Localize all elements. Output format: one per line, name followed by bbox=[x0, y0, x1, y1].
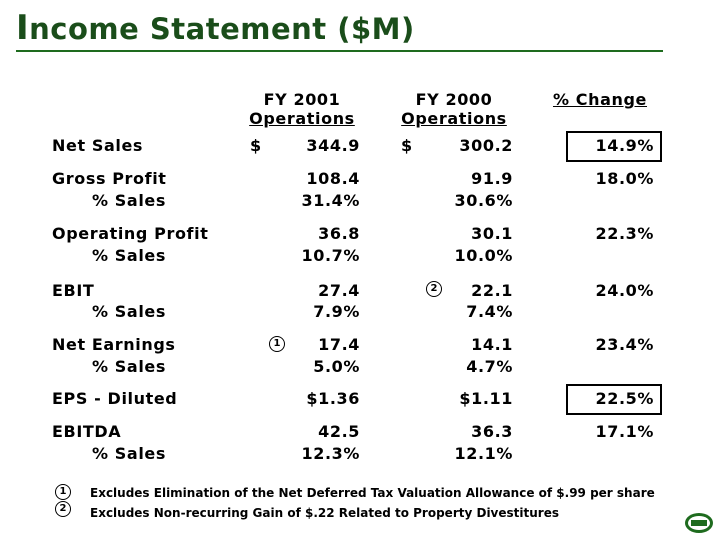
ebit-pct-label: % Sales bbox=[92, 302, 166, 321]
gross-profit-change: 18.0% bbox=[595, 169, 654, 188]
net-sales-label: Net Sales bbox=[52, 136, 144, 155]
gross-profit-label: Gross Profit bbox=[52, 169, 167, 188]
ebitda-fy2000: 36.3 bbox=[471, 422, 513, 441]
footnote-1-mark: 1 bbox=[55, 484, 71, 500]
gross-profit-fy2001: 108.4 bbox=[306, 169, 360, 188]
operating-profit-fy2000: 30.1 bbox=[471, 224, 513, 243]
header-fy2001 bbox=[236, 90, 368, 128]
ebit-change: 24.0% bbox=[595, 281, 654, 300]
header-fy2000-line1: FY 2000 bbox=[415, 90, 493, 109]
ebit-pct-fy2001: 7.9% bbox=[313, 302, 360, 321]
footnote-2-text: Excludes Non-recurring Gain of $.22 Related to Property Divestitures bbox=[90, 506, 559, 520]
header-change bbox=[538, 90, 662, 109]
operating-pct-fy2000: 10.0% bbox=[454, 246, 513, 265]
operating-pct-label: % Sales bbox=[92, 246, 166, 265]
net-sales-change: 14.9% bbox=[595, 136, 654, 155]
net-pct-label: % Sales bbox=[92, 357, 166, 376]
title-rule bbox=[16, 50, 663, 52]
page-title bbox=[16, 8, 415, 48]
ebitda-change: 17.1% bbox=[595, 422, 654, 441]
net-earnings-change: 23.4% bbox=[595, 335, 654, 354]
footnote-1-marker: 1 bbox=[269, 336, 285, 352]
ebitda-pct-fy2001: 12.3% bbox=[301, 444, 360, 463]
ebitda-fy2001: 42.5 bbox=[318, 422, 360, 441]
ebitda-label: EBITDA bbox=[52, 422, 122, 441]
header-change-line2: % Change bbox=[552, 90, 648, 109]
header-fy2001-line1: FY 2001 bbox=[263, 90, 341, 109]
net-sales-fy2001-sign: $ bbox=[250, 136, 262, 155]
net-sales-fy2001: 344.9 bbox=[306, 136, 360, 155]
net-earnings-fy2001: 17.4 bbox=[318, 335, 360, 354]
eps-fy2000: $1.11 bbox=[459, 389, 513, 408]
net-earnings-fy2000: 14.1 bbox=[471, 335, 513, 354]
footnote-2-marker: 2 bbox=[426, 281, 442, 297]
gross-profit-fy2000: 91.9 bbox=[471, 169, 513, 188]
net-pct-fy2000: 4.7% bbox=[466, 357, 513, 376]
net-sales-fy2000: 300.2 bbox=[459, 136, 513, 155]
net-sales-fy2000-sign: $ bbox=[401, 136, 413, 155]
ebit-fy2000: 22.1 bbox=[471, 281, 513, 300]
ebitda-pct-label: % Sales bbox=[92, 444, 166, 463]
footnote-1-text: Excludes Elimination of the Net Deferred Tax Valuation Allowance of $.99 per share bbox=[90, 486, 655, 500]
ebit-label: EBIT bbox=[52, 281, 95, 300]
header-fy2000-line2: Operations bbox=[401, 109, 507, 128]
ebitda-pct-fy2000: 12.1% bbox=[454, 444, 513, 463]
header-fy2001-line2: Operations bbox=[249, 109, 355, 128]
operating-profit-fy2001: 36.8 bbox=[318, 224, 360, 243]
header-fy2000 bbox=[388, 90, 520, 128]
operating-profit-label: Operating Profit bbox=[52, 224, 209, 243]
gross-pct-fy2001: 31.4% bbox=[301, 191, 360, 210]
footnote-2-mark: 2 bbox=[55, 501, 71, 517]
ebit-fy2001: 27.4 bbox=[318, 281, 360, 300]
title-rest: ncome Statement ($M) bbox=[29, 12, 415, 46]
eps-change: 22.5% bbox=[595, 389, 654, 408]
title-initial: I bbox=[16, 8, 30, 48]
gross-pct-label: % Sales bbox=[92, 191, 166, 210]
company-logo-icon bbox=[684, 512, 714, 534]
gross-pct-fy2000: 30.6% bbox=[454, 191, 513, 210]
operating-pct-fy2001: 10.7% bbox=[301, 246, 360, 265]
net-pct-fy2001: 5.0% bbox=[313, 357, 360, 376]
operating-profit-change: 22.3% bbox=[595, 224, 654, 243]
eps-label: EPS - Diluted bbox=[52, 389, 178, 408]
net-earnings-label: Net Earnings bbox=[52, 335, 176, 354]
ebit-pct-fy2000: 7.4% bbox=[466, 302, 513, 321]
eps-fy2001: $1.36 bbox=[306, 389, 360, 408]
